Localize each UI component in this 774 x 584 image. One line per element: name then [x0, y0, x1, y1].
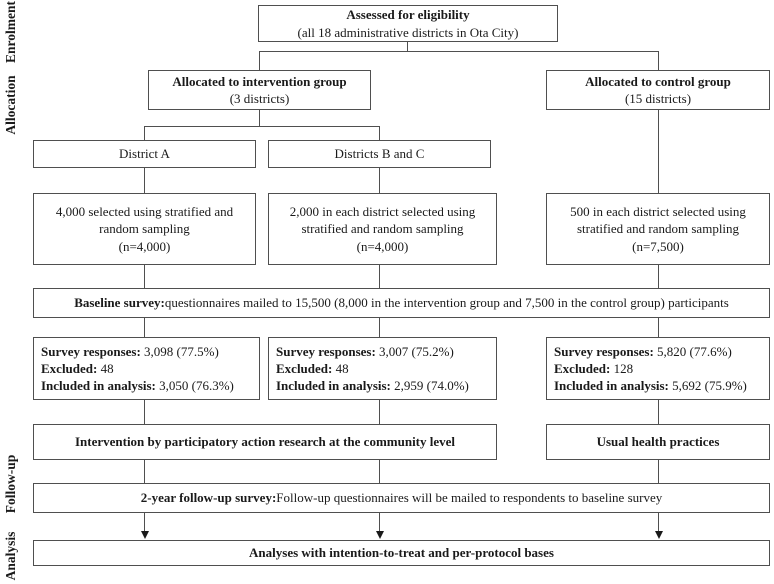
row-value: 3,098 (77.5%)	[140, 343, 219, 359]
allocated-intervention-box	[148, 70, 371, 110]
district-a-box	[33, 140, 256, 168]
box-label: 2-year follow-up survey:	[140, 490, 277, 506]
connector-line	[379, 460, 380, 483]
connector-line	[658, 318, 659, 337]
box-text: 4,000 selected using stratified and random sampling	[55, 204, 234, 237]
stage-label-enrolment: Enrolment	[3, 1, 18, 64]
connector-line	[144, 460, 145, 483]
districts-b-and-c-box	[268, 140, 491, 168]
box-n-value: (n=4,000)	[356, 238, 409, 254]
row-label: Excluded:	[554, 360, 611, 376]
sampling-control-box	[546, 193, 770, 265]
allocated-control-box	[546, 70, 770, 110]
connector-line	[379, 168, 380, 193]
connector-line	[658, 110, 659, 193]
box-text: Follow-up questionnaires will be mailed to respondents to baseline survey	[276, 490, 663, 506]
box-title: Allocated to intervention group	[172, 73, 347, 89]
row-label: Survey responses:	[276, 343, 376, 359]
row-value: 5,692 (75.9%)	[668, 378, 747, 394]
usual-health-practices-box	[546, 424, 770, 460]
row-value: 3,007 (75.2%)	[375, 343, 454, 359]
assessed-for-eligibility-box	[258, 5, 558, 42]
box-label: Baseline survey:	[74, 295, 165, 311]
box-subtitle: (3 districts)	[229, 91, 290, 106]
included-row	[276, 377, 469, 394]
row-label: Included in analysis:	[41, 378, 156, 394]
excluded-row	[554, 360, 633, 377]
connector-line	[144, 318, 145, 337]
responses-row	[554, 343, 732, 360]
analysis-box	[33, 540, 770, 566]
connector-line	[379, 400, 380, 424]
intervention-description-box	[33, 424, 497, 460]
connector-line	[144, 126, 380, 127]
box-label: Intervention by participatory action research at the community level	[74, 434, 456, 450]
row-label: Included in analysis:	[554, 378, 669, 394]
box-subtitle: (all 18 administrative districts in Ota City)	[297, 24, 519, 40]
row-value: 5,820 (77.6%)	[653, 343, 732, 359]
connector-arrow-line	[658, 513, 659, 533]
stage-label-follow-up: Follow-up	[3, 454, 18, 514]
row-value: 3,050 (76.3%)	[155, 378, 234, 394]
arrowhead-down-icon	[655, 531, 663, 539]
responses-row	[276, 343, 454, 360]
survey-responses-districts-bc-box	[268, 337, 497, 400]
excluded-row	[41, 360, 114, 377]
box-subtitle: (15 districts)	[624, 91, 692, 106]
connector-line	[144, 265, 145, 288]
connector-arrow-line	[379, 513, 380, 533]
row-value: 128	[610, 360, 634, 376]
sampling-districts-bc-box	[268, 193, 497, 265]
responses-row	[41, 343, 219, 360]
row-value: 2,959 (74.0%)	[390, 378, 469, 394]
arrowhead-down-icon	[141, 531, 149, 539]
row-label: Survey responses:	[554, 343, 654, 359]
box-label: District A	[119, 146, 170, 162]
connector-line	[144, 400, 145, 424]
row-value: 48	[97, 360, 114, 376]
connector-line	[379, 265, 380, 288]
connector-line	[144, 168, 145, 193]
connector-line	[379, 126, 380, 140]
connector-line	[259, 110, 260, 126]
row-value: 48	[332, 360, 349, 376]
connector-line	[407, 42, 408, 51]
box-title: Allocated to control group	[585, 73, 731, 89]
connector-line	[658, 51, 659, 70]
follow-up-survey-box	[33, 483, 770, 513]
connector-line	[379, 318, 380, 337]
box-label: Usual health practices	[596, 434, 720, 450]
box-text: 2,000 in each district selected using stratified and random sampling	[289, 204, 476, 237]
stage-label-allocation: Allocation	[3, 75, 18, 135]
arrowhead-down-icon	[376, 531, 384, 539]
connector-line	[658, 265, 659, 288]
included-row	[41, 377, 234, 394]
box-label: Analyses with intention-to-treat and per-protocol bases	[249, 545, 554, 561]
connector-line	[658, 400, 659, 424]
included-row	[554, 377, 747, 394]
survey-responses-control-box	[546, 337, 770, 400]
row-label: Excluded:	[41, 360, 98, 376]
box-text: 500 in each district selected using stratified and random sampling	[570, 204, 746, 237]
connector-arrow-line	[144, 513, 145, 533]
survey-responses-district-a-box	[33, 337, 260, 400]
row-label: Excluded:	[276, 360, 333, 376]
row-label: Survey responses:	[41, 343, 141, 359]
box-n-value: (n=7,500)	[632, 238, 684, 254]
box-text: questionnaires mailed to 15,500 (8,000 in the intervention group and 7,500 in the control group) participants	[164, 295, 729, 311]
excluded-row	[276, 360, 349, 377]
box-label: Districts B and C	[334, 146, 425, 162]
row-label: Included in analysis:	[276, 378, 391, 394]
box-n-value: (n=4,000)	[118, 238, 171, 254]
sampling-district-a-box	[33, 193, 256, 265]
connector-line	[144, 126, 145, 140]
connector-line	[658, 460, 659, 483]
connector-line	[259, 51, 260, 70]
connector-line	[259, 51, 659, 52]
stage-label-analysis: Analysis	[3, 531, 18, 581]
box-title: Assessed for eligibility	[346, 7, 470, 23]
baseline-survey-box	[33, 288, 770, 318]
